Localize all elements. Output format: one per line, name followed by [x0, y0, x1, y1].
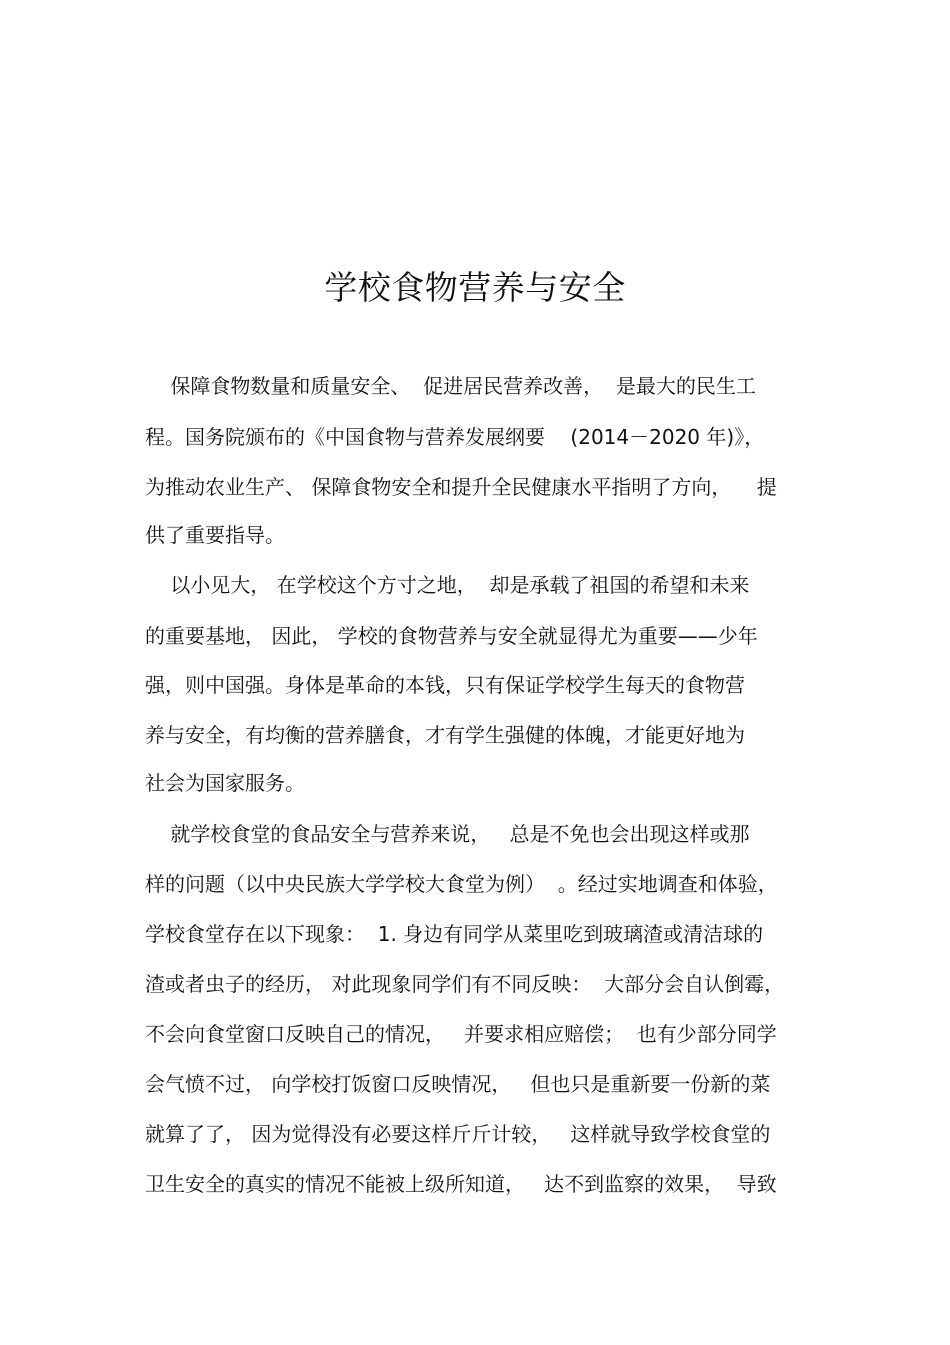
page-title: 学校食物营养与安全 [324, 268, 626, 307]
paragraph-line: 渣或者虫子的经历， 对此现象同学们有不同反映： 大部分会自认倒霉， [145, 972, 785, 996]
paragraph-line: 保障食物数量和质量安全、 促进居民营养改善， 是最大的民生工 [145, 374, 756, 398]
paragraph-line: 以小见大， 在学校这个方寸之地， 却是承载了祖国的希望和未来 [145, 573, 750, 597]
paragraph-line: 样的问题（以中央民族大学学校大食堂为例） 。经过实地调查和体验， [145, 872, 778, 896]
paragraph-line: 就学校食堂的食品安全与营养来说， 总是不免也会出现这样或那 [145, 822, 750, 846]
paragraph-line: 程。国务院颁布的《中国食物与营养发展纲要 (2014－2020 年)》， [145, 425, 765, 449]
paragraph-line: 学校食堂存在以下现象： 1. 身边有同学从菜里吃到玻璃渣或清洁球的 [145, 922, 764, 946]
paragraph-line: 养与安全，有均衡的营养膳食，才有学生强健的体魄，才能更好地为 [145, 723, 745, 747]
paragraph-line: 会气愤不过， 向学校打饭窗口反映情况， 但也只是重新要一份新的菜 [145, 1072, 771, 1096]
paragraph-line: 的重要基地， 因此， 学校的食物营养与安全就显得尤为重要——少年 [145, 624, 758, 648]
paragraph-line: 卫生安全的真实的情况不能被上级所知道， 达不到监察的效果， 导致 [145, 1172, 777, 1196]
paragraph-line: 为推动农业生产、 保障食物安全和提升全民健康水平指明了方向， 提 [145, 475, 777, 499]
paragraph-line: 社会为国家服务。 [145, 771, 305, 795]
paragraph-line: 供了重要指导。 [145, 523, 285, 547]
paragraph-line: 强，则中国强。身体是革命的本钱，只有保证学校学生每天的食物营 [145, 673, 745, 697]
paragraph-line: 就算了了， 因为觉得没有必要这样斤斤计较， 这样就导致学校食堂的 [145, 1122, 771, 1146]
paragraph-line: 不会向食堂窗口反映自己的情况， 并要求相应赔偿； 也有少部分同学 [145, 1022, 777, 1046]
